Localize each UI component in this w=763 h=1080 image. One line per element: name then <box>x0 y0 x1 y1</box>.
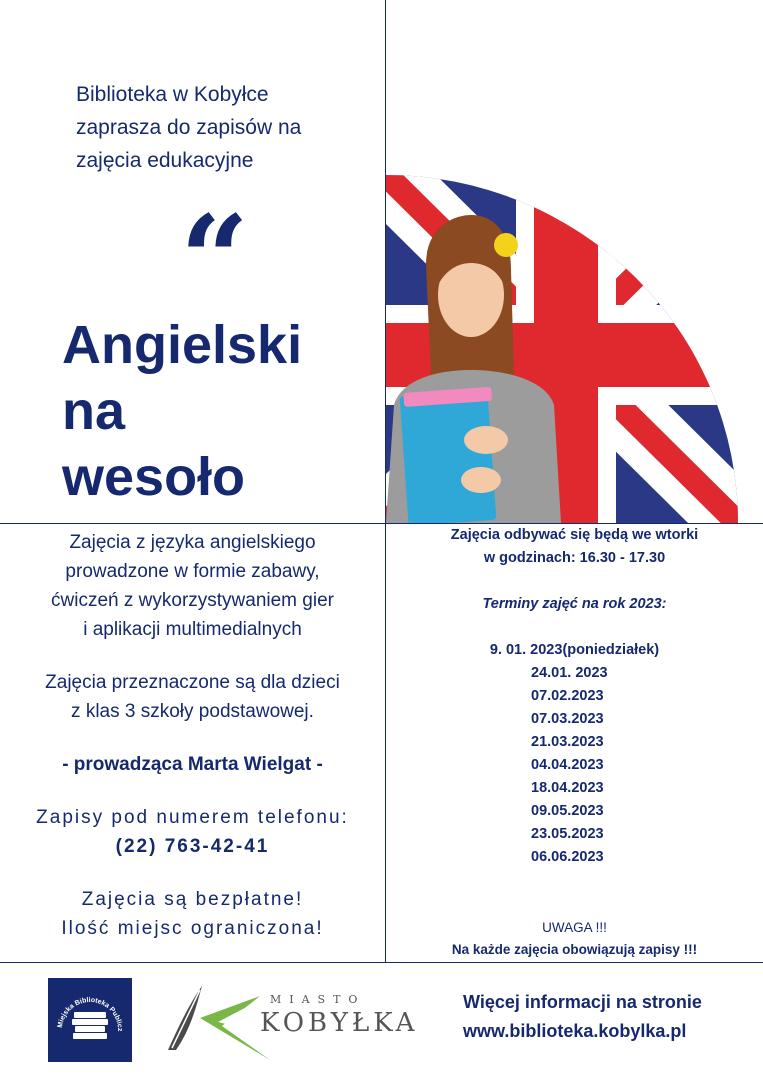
city-logo <box>160 978 419 1068</box>
quote-mark-icon: “ <box>180 189 250 330</box>
dates-list <box>386 662 763 869</box>
signup-warning <box>386 917 763 961</box>
footer-divider <box>0 962 763 963</box>
city-logo-small-text: MIASTO <box>270 993 366 1006</box>
more-info-line: Więcej informacji na stronie <box>463 992 702 1012</box>
title-line-3: wesoło <box>62 447 246 507</box>
library-logo <box>48 978 132 1062</box>
desc-line: i aplikacji multimedialnych <box>83 619 302 640</box>
city-logo-big-text: KOBYŁKA <box>260 1008 419 1038</box>
date-item: 04.04.2023 <box>531 757 604 773</box>
date-item: 06.06.2023 <box>531 849 604 865</box>
intro-text <box>76 78 376 177</box>
desc-line: Zajęcia z języka angielskiego <box>69 532 316 553</box>
poster-title <box>62 312 382 510</box>
free-notice: Zajęcia są bezpłatne! <box>81 889 304 910</box>
library-logo-text: Miejska Biblioteka Publicz <box>56 996 124 1032</box>
signup-label: Zapisy pod numerem telefonu: <box>36 807 349 828</box>
desc-line: prowadzone w formie zabawy, <box>65 561 320 582</box>
intro-line-1: Biblioteka w Kobyłce <box>76 83 269 106</box>
books-stack-icon <box>48 978 132 1062</box>
date-item: 07.03.2023 <box>531 711 604 727</box>
phone-number: (22) 763-42-41 <box>115 836 270 857</box>
first-date: 9. 01. 2023(poniedziałek) <box>489 642 660 658</box>
schedule-line-2: w godzinach: 16.30 - 17.30 <box>483 550 666 566</box>
warning-label: UWAGA !!! <box>542 920 607 935</box>
more-info <box>463 988 753 1046</box>
intro-line-3: zajęcia edukacyjne <box>76 149 254 172</box>
desc-line: Zajęcia przeznaczone są dla dzieci <box>45 672 340 693</box>
intro-line-2: zaprasza do zapisów na <box>76 116 302 139</box>
date-item: 18.04.2023 <box>531 780 604 796</box>
date-item: 23.05.2023 <box>531 826 604 842</box>
course-description <box>0 528 385 943</box>
schedule-panel <box>386 524 763 869</box>
date-item: 09.05.2023 <box>531 803 604 819</box>
limited-seats-notice: Ilość miejsc ograniczona! <box>61 918 324 939</box>
desc-line: z klas 3 szkoły podstawowej. <box>71 701 314 722</box>
teacher-name: - prowadząca Marta Wielgat - <box>62 754 323 775</box>
date-item: 24.01. 2023 <box>531 665 608 681</box>
warning-detail: Na każde zajęcia obowiązują zapisy !!! <box>451 942 698 957</box>
title-line-2: na <box>62 381 126 441</box>
schedule-line-1: Zajęcia odbywać się będą we wtorki <box>450 527 699 543</box>
terms-heading: Terminy zajęć na rok 2023: <box>482 596 667 612</box>
title-line-1: Angielski <box>62 315 303 375</box>
date-item: 21.03.2023 <box>531 734 604 750</box>
date-item: 07.02.2023 <box>531 688 604 704</box>
desc-line: ćwiczeń z wykorzystywaniem gier <box>51 590 334 611</box>
girl-with-union-jack-photo <box>386 175 738 523</box>
website-link[interactable]: www.biblioteka.kobylka.pl <box>463 1021 687 1041</box>
